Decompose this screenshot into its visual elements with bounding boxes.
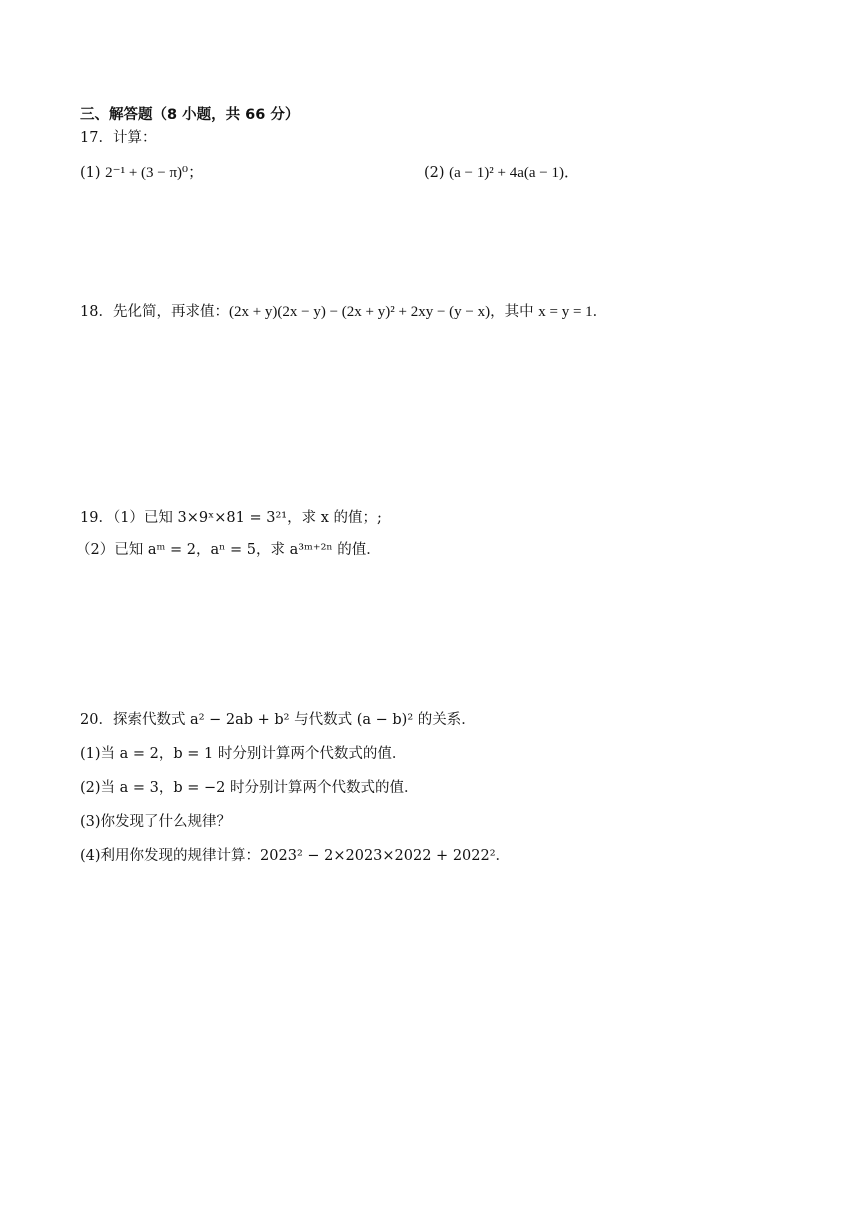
q18-end: ． (592, 304, 608, 320)
q18-stem: 18．先化简，再求值： (80, 304, 229, 320)
question-19-part1: 19．（1）已知 3×9ˣ×81 = 3²¹，求 x 的值；; (80, 510, 382, 526)
q18-expr: (2x + y)(2x − y) − (2x + y)² + 2xy − (y − x) (228, 304, 491, 320)
question-20-part3: (3)你发现了什么规律？ (80, 814, 232, 830)
question-20-part2: (2)当 a = 3，b = −2 时分别计算两个代数式的值． (80, 780, 419, 796)
question-19-part2: （2）已知 aᵐ = 2，aⁿ = 5，求 a³ᵐ⁺²ⁿ 的值． (76, 542, 381, 558)
q17-part1-label: (1) (80, 165, 101, 181)
section-heading: 三、解答题（8 小题，共 66 分） (80, 107, 300, 123)
q17-part2-label: (2) (424, 165, 445, 181)
question-17-stem: 17．计算： (80, 130, 157, 146)
question-20-part1: (1)当 a = 2，b = 1 时分别计算两个代数式的值． (80, 746, 407, 762)
q17-part2 (424, 163, 579, 183)
q17-part1 (80, 165, 203, 181)
question-17-parts (80, 163, 780, 183)
question-20-part4: (4)利用你发现的规律计算：2023² − 2×2023×2022 + 2022²． (80, 848, 511, 864)
q18-condition-prefix: ，其中 (490, 304, 534, 320)
q18-condition: x = y = 1 (538, 304, 593, 320)
question-18 (80, 302, 607, 322)
q17-part1-expr: 2⁻¹ + (3 − π)⁰； (105, 165, 204, 181)
question-20-stem: 20．探索代数式 a² − 2ab + b² 与代数式 (a − b)² 的关系． (80, 712, 476, 728)
q17-part2-expr: (a − 1)² + 4a(a − 1)． (449, 165, 579, 181)
